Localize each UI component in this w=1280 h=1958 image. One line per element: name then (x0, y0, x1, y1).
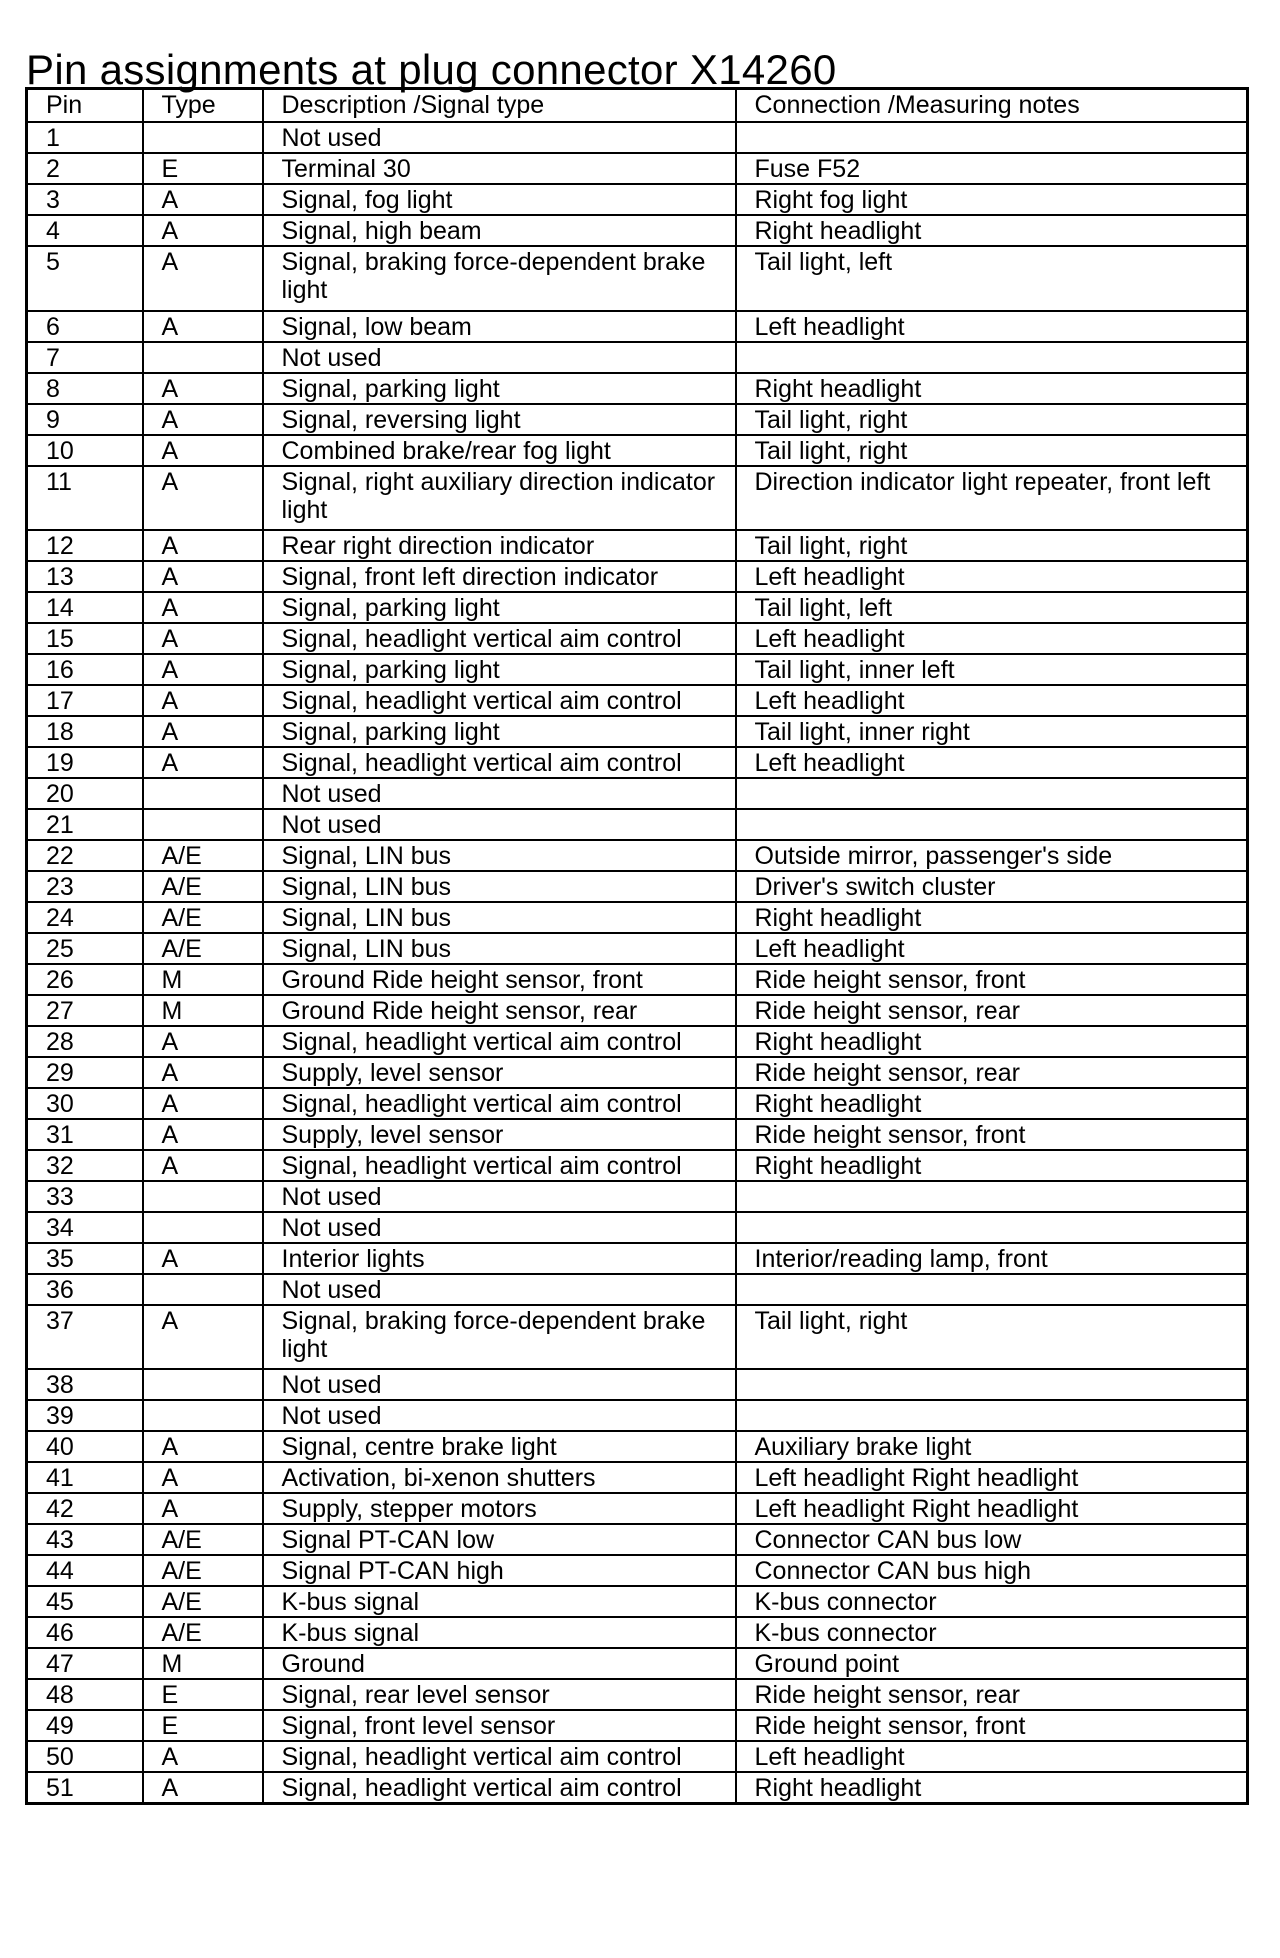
cell-pin: 41 (27, 1462, 143, 1493)
cell-pin: 39 (27, 1400, 143, 1431)
cell-pin: 24 (27, 902, 143, 933)
cell-notes: Left headlight Right headlight (736, 1493, 1248, 1524)
cell-notes: Driver's switch cluster (736, 871, 1248, 902)
cell-description: Supply, stepper motors (263, 1493, 736, 1524)
cell-pin: 34 (27, 1212, 143, 1243)
cell-notes: Left headlight (736, 311, 1248, 342)
cell-description: Signal, parking light (263, 716, 736, 747)
cell-pin: 23 (27, 871, 143, 902)
table-row (27, 184, 1248, 215)
cell-pin: 11 (27, 466, 143, 530)
cell-description: Signal, braking force-dependent brake light (263, 1305, 736, 1369)
cell-description: Signal, parking light (263, 373, 736, 404)
cell-notes: Tail light, right (736, 1305, 1248, 1369)
cell-type: A/E (143, 1586, 263, 1617)
cell-description: Not used (263, 809, 736, 840)
cell-pin: 37 (27, 1305, 143, 1369)
cell-type: A (143, 1088, 263, 1119)
cell-type: A (143, 1150, 263, 1181)
cell-type (143, 1212, 263, 1243)
cell-pin: 43 (27, 1524, 143, 1555)
cell-notes: Left headlight (736, 933, 1248, 964)
cell-description: Ground (263, 1648, 736, 1679)
cell-pin: 45 (27, 1586, 143, 1617)
table-row (27, 215, 1248, 246)
table-row (27, 1462, 1248, 1493)
cell-notes (736, 122, 1248, 153)
cell-notes: Ride height sensor, front (736, 1119, 1248, 1150)
cell-description: Signal, front left direction indicator (263, 561, 736, 592)
table-row (27, 685, 1248, 716)
table-row (27, 1088, 1248, 1119)
cell-notes: Left headlight (736, 1741, 1248, 1772)
cell-type: A (143, 747, 263, 778)
cell-type: A (143, 466, 263, 530)
cell-pin: 18 (27, 716, 143, 747)
cell-type: A (143, 1772, 263, 1804)
cell-type: A (143, 654, 263, 685)
table-row (27, 1026, 1248, 1057)
table-header-row (27, 89, 1248, 122)
cell-description: Combined brake/rear fog light (263, 435, 736, 466)
cell-pin: 30 (27, 1088, 143, 1119)
cell-notes: Tail light, right (736, 404, 1248, 435)
table-row (27, 1741, 1248, 1772)
cell-pin: 5 (27, 246, 143, 311)
column-header-type: Type (143, 89, 263, 122)
cell-type: A (143, 1243, 263, 1274)
cell-pin: 10 (27, 435, 143, 466)
cell-pin: 12 (27, 530, 143, 561)
cell-type: A (143, 592, 263, 623)
cell-type: A/E (143, 840, 263, 871)
table-body (27, 122, 1248, 1804)
cell-description: Ground Ride height sensor, front (263, 964, 736, 995)
cell-pin: 9 (27, 404, 143, 435)
cell-notes: Right headlight (736, 902, 1248, 933)
cell-type: A (143, 561, 263, 592)
cell-description: Signal PT-CAN high (263, 1555, 736, 1586)
cell-notes: Tail light, inner left (736, 654, 1248, 685)
cell-pin: 29 (27, 1057, 143, 1088)
cell-description: Signal, headlight vertical aim control (263, 1150, 736, 1181)
table-row (27, 246, 1248, 311)
table-row (27, 1617, 1248, 1648)
cell-notes: Left headlight (736, 561, 1248, 592)
cell-notes (736, 1400, 1248, 1431)
cell-type: A (143, 685, 263, 716)
cell-notes: Tail light, right (736, 435, 1248, 466)
cell-pin: 1 (27, 122, 143, 153)
cell-notes: Interior/reading lamp, front (736, 1243, 1248, 1274)
table-row (27, 933, 1248, 964)
cell-pin: 25 (27, 933, 143, 964)
cell-description: Signal, headlight vertical aim control (263, 623, 736, 654)
table-row (27, 342, 1248, 373)
cell-type: E (143, 1710, 263, 1741)
cell-notes: Ride height sensor, rear (736, 1679, 1248, 1710)
cell-pin: 38 (27, 1369, 143, 1400)
cell-type: A (143, 1026, 263, 1057)
table-row (27, 592, 1248, 623)
table-row (27, 530, 1248, 561)
cell-notes (736, 1181, 1248, 1212)
cell-pin: 2 (27, 153, 143, 184)
table-row (27, 1057, 1248, 1088)
cell-description: Signal, LIN bus (263, 933, 736, 964)
table-row (27, 1181, 1248, 1212)
cell-description: Terminal 30 (263, 153, 736, 184)
table-row (27, 122, 1248, 153)
cell-description: Signal, low beam (263, 311, 736, 342)
table-row (27, 654, 1248, 685)
cell-type: A (143, 373, 263, 404)
cell-type: M (143, 964, 263, 995)
cell-pin: 40 (27, 1431, 143, 1462)
cell-pin: 17 (27, 685, 143, 716)
table-row (27, 964, 1248, 995)
cell-type (143, 1274, 263, 1305)
cell-type: A (143, 311, 263, 342)
table-row (27, 373, 1248, 404)
cell-type: A/E (143, 871, 263, 902)
cell-pin: 13 (27, 561, 143, 592)
cell-type (143, 809, 263, 840)
column-header-pin: Pin (27, 89, 143, 122)
cell-pin: 6 (27, 311, 143, 342)
cell-description: Signal, right auxiliary direction indicator light (263, 466, 736, 530)
cell-pin: 14 (27, 592, 143, 623)
cell-notes: Direction indicator light repeater, front left (736, 466, 1248, 530)
cell-pin: 32 (27, 1150, 143, 1181)
cell-notes: Connector CAN bus high (736, 1555, 1248, 1586)
table-row (27, 1586, 1248, 1617)
cell-description: Not used (263, 1400, 736, 1431)
cell-pin: 47 (27, 1648, 143, 1679)
cell-description: Not used (263, 122, 736, 153)
cell-pin: 15 (27, 623, 143, 654)
table-row (27, 1369, 1248, 1400)
table-row (27, 1524, 1248, 1555)
cell-type: M (143, 995, 263, 1026)
cell-description: K-bus signal (263, 1586, 736, 1617)
table-row (27, 466, 1248, 530)
cell-notes: Ground point (736, 1648, 1248, 1679)
cell-type: A (143, 1741, 263, 1772)
cell-notes (736, 1274, 1248, 1305)
cell-pin: 35 (27, 1243, 143, 1274)
table-row (27, 1710, 1248, 1741)
table-row (27, 995, 1248, 1026)
cell-description: Signal, front level sensor (263, 1710, 736, 1741)
cell-notes: Ride height sensor, front (736, 964, 1248, 995)
cell-notes: Left headlight (736, 747, 1248, 778)
table-row (27, 1400, 1248, 1431)
cell-description: Not used (263, 778, 736, 809)
cell-type: A (143, 530, 263, 561)
cell-type (143, 122, 263, 153)
table-row (27, 435, 1248, 466)
cell-type: A (143, 1462, 263, 1493)
cell-notes: Right fog light (736, 184, 1248, 215)
cell-pin: 27 (27, 995, 143, 1026)
cell-description: Signal, rear level sensor (263, 1679, 736, 1710)
cell-description: Interior lights (263, 1243, 736, 1274)
cell-pin: 31 (27, 1119, 143, 1150)
cell-description: Signal, fog light (263, 184, 736, 215)
cell-type: A (143, 246, 263, 311)
table-row (27, 809, 1248, 840)
cell-description: Not used (263, 1181, 736, 1212)
cell-pin: 51 (27, 1772, 143, 1804)
cell-type: A (143, 1119, 263, 1150)
cell-type: A (143, 1493, 263, 1524)
cell-pin: 49 (27, 1710, 143, 1741)
table-row (27, 1772, 1248, 1804)
table-row (27, 404, 1248, 435)
cell-notes: Right headlight (736, 215, 1248, 246)
table-row (27, 1555, 1248, 1586)
cell-description: Signal, centre brake light (263, 1431, 736, 1462)
cell-notes: Right headlight (736, 1772, 1248, 1804)
cell-type (143, 342, 263, 373)
cell-type: A/E (143, 1555, 263, 1586)
cell-description: Signal, headlight vertical aim control (263, 1772, 736, 1804)
cell-notes: Tail light, inner right (736, 716, 1248, 747)
cell-notes: Tail light, right (736, 530, 1248, 561)
table-row (27, 778, 1248, 809)
cell-notes: Left headlight (736, 623, 1248, 654)
table-row (27, 871, 1248, 902)
cell-pin: 48 (27, 1679, 143, 1710)
cell-type: M (143, 1648, 263, 1679)
cell-description: Signal, headlight vertical aim control (263, 685, 736, 716)
cell-description: Signal, headlight vertical aim control (263, 747, 736, 778)
table-row (27, 153, 1248, 184)
cell-type (143, 1400, 263, 1431)
cell-pin: 50 (27, 1741, 143, 1772)
cell-type: A (143, 215, 263, 246)
cell-description: Signal, headlight vertical aim control (263, 1026, 736, 1057)
cell-type: A/E (143, 902, 263, 933)
cell-type: A (143, 435, 263, 466)
cell-description: Ground Ride height sensor, rear (263, 995, 736, 1026)
cell-type: A (143, 716, 263, 747)
cell-type: A/E (143, 1524, 263, 1555)
cell-description: Signal, LIN bus (263, 902, 736, 933)
cell-notes (736, 1212, 1248, 1243)
table-row (27, 1243, 1248, 1274)
cell-type: A (143, 1305, 263, 1369)
cell-notes: Outside mirror, passenger's side (736, 840, 1248, 871)
cell-pin: 44 (27, 1555, 143, 1586)
cell-pin: 46 (27, 1617, 143, 1648)
cell-description: Signal, headlight vertical aim control (263, 1088, 736, 1119)
table-row (27, 623, 1248, 654)
cell-type: A (143, 184, 263, 215)
cell-notes: Right headlight (736, 373, 1248, 404)
table-row (27, 902, 1248, 933)
cell-pin: 28 (27, 1026, 143, 1057)
table-row (27, 716, 1248, 747)
cell-description: K-bus signal (263, 1617, 736, 1648)
cell-description: Signal PT-CAN low (263, 1524, 736, 1555)
cell-notes (736, 809, 1248, 840)
cell-notes: Fuse F52 (736, 153, 1248, 184)
cell-description: Signal, headlight vertical aim control (263, 1741, 736, 1772)
cell-type: A (143, 1431, 263, 1462)
column-header-notes: Connection /Measuring notes (736, 89, 1248, 122)
cell-type: A (143, 623, 263, 654)
cell-notes: Ride height sensor, rear (736, 1057, 1248, 1088)
column-header-description: Description /Signal type (263, 89, 736, 122)
table-row (27, 1212, 1248, 1243)
table-row (27, 1431, 1248, 1462)
cell-description: Supply, level sensor (263, 1119, 736, 1150)
cell-description: Not used (263, 1369, 736, 1400)
cell-notes: Right headlight (736, 1150, 1248, 1181)
cell-pin: 16 (27, 654, 143, 685)
cell-notes (736, 778, 1248, 809)
table-row (27, 1305, 1248, 1369)
cell-description: Signal, LIN bus (263, 871, 736, 902)
cell-description: Signal, parking light (263, 654, 736, 685)
cell-description: Signal, parking light (263, 592, 736, 623)
cell-type (143, 1181, 263, 1212)
table-row (27, 561, 1248, 592)
table-row (27, 1119, 1248, 1150)
cell-notes: K-bus connector (736, 1617, 1248, 1648)
cell-description: Not used (263, 1274, 736, 1305)
page-title: Pin assignments at plug connector X14260 (26, 46, 837, 94)
table-row (27, 311, 1248, 342)
cell-description: Signal, high beam (263, 215, 736, 246)
cell-notes: Left headlight Right headlight (736, 1462, 1248, 1493)
cell-description: Not used (263, 342, 736, 373)
table-row (27, 1648, 1248, 1679)
cell-pin: 7 (27, 342, 143, 373)
cell-notes: Auxiliary brake light (736, 1431, 1248, 1462)
table-row (27, 840, 1248, 871)
cell-pin: 36 (27, 1274, 143, 1305)
cell-notes (736, 342, 1248, 373)
cell-description: Not used (263, 1212, 736, 1243)
cell-notes: Connector CAN bus low (736, 1524, 1248, 1555)
table-row (27, 1493, 1248, 1524)
cell-type: E (143, 153, 263, 184)
cell-notes: Right headlight (736, 1088, 1248, 1119)
table-row (27, 1150, 1248, 1181)
cell-description: Activation, bi-xenon shutters (263, 1462, 736, 1493)
cell-notes: Tail light, left (736, 246, 1248, 311)
cell-pin: 42 (27, 1493, 143, 1524)
cell-type: A/E (143, 933, 263, 964)
cell-notes: Ride height sensor, rear (736, 995, 1248, 1026)
table-row (27, 1274, 1248, 1305)
cell-pin: 19 (27, 747, 143, 778)
cell-type: A (143, 1057, 263, 1088)
cell-description: Signal, braking force-dependent brake light (263, 246, 736, 311)
cell-description: Rear right direction indicator (263, 530, 736, 561)
cell-description: Supply, level sensor (263, 1057, 736, 1088)
cell-description: Signal, reversing light (263, 404, 736, 435)
cell-pin: 21 (27, 809, 143, 840)
table-row (27, 747, 1248, 778)
cell-notes: Right headlight (736, 1026, 1248, 1057)
cell-notes: Ride height sensor, front (736, 1710, 1248, 1741)
cell-pin: 33 (27, 1181, 143, 1212)
pin-assignment-table (25, 87, 1249, 1805)
cell-type: A/E (143, 1617, 263, 1648)
cell-pin: 3 (27, 184, 143, 215)
cell-pin: 8 (27, 373, 143, 404)
cell-notes: Tail light, left (736, 592, 1248, 623)
cell-pin: 26 (27, 964, 143, 995)
cell-pin: 4 (27, 215, 143, 246)
table-row (27, 1679, 1248, 1710)
cell-type: A (143, 404, 263, 435)
cell-description: Signal, LIN bus (263, 840, 736, 871)
cell-notes: Left headlight (736, 685, 1248, 716)
cell-type (143, 1369, 263, 1400)
cell-pin: 20 (27, 778, 143, 809)
cell-pin: 22 (27, 840, 143, 871)
cell-notes (736, 1369, 1248, 1400)
cell-type (143, 778, 263, 809)
cell-notes: K-bus connector (736, 1586, 1248, 1617)
cell-type: E (143, 1679, 263, 1710)
